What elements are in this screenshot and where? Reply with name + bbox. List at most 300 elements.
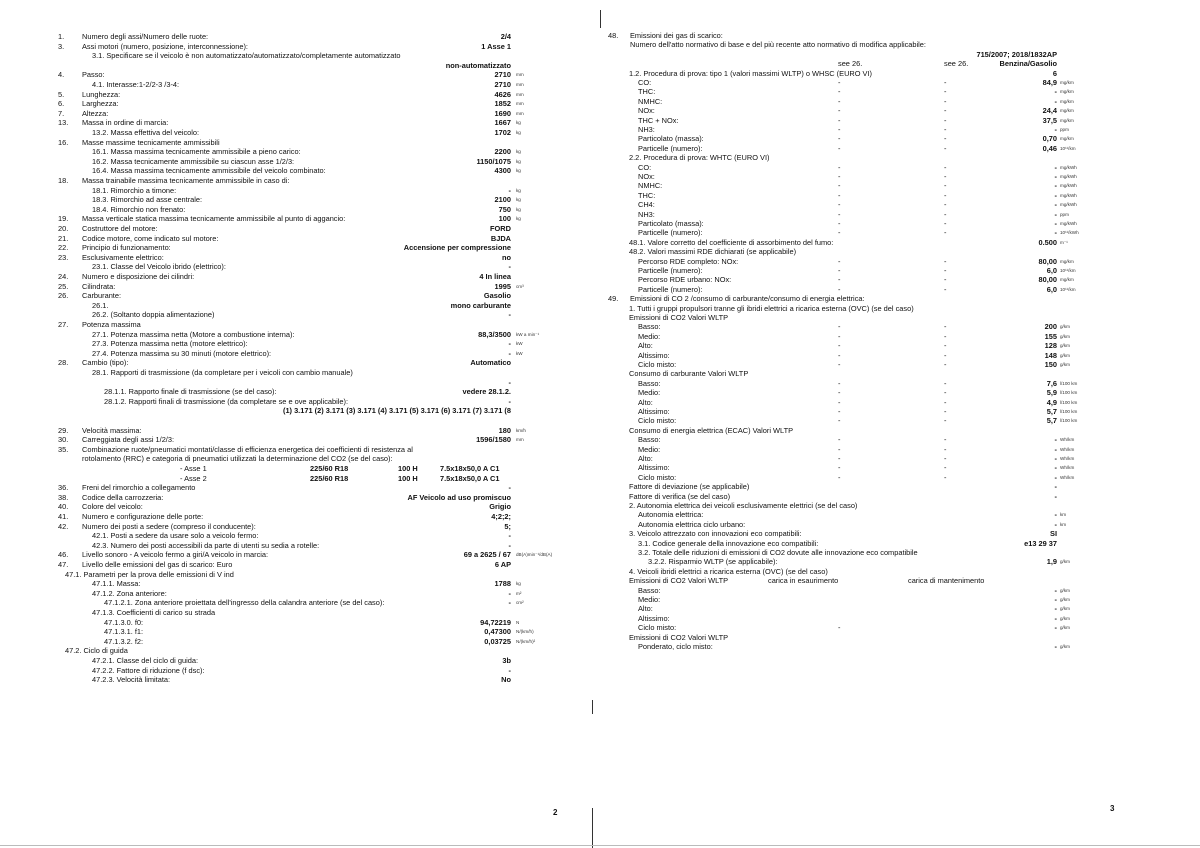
- page-right: [600, 0, 1200, 848]
- spec-label: Medio:: [638, 388, 661, 398]
- spec-value: (1) 3.171 (2) 3.171 (3) 3.171 (4) 3.171 (5) 3.171 (6) 3.171 (7) 3.171 (8: [282, 406, 511, 416]
- emission-unit: Wh/km: [1060, 446, 1075, 452]
- spec-label: CH4:: [638, 200, 655, 210]
- spec-row: [0, 512, 600, 522]
- spec-number: 49.: [608, 294, 619, 304]
- spec-label: Basso:: [638, 322, 661, 332]
- spec-unit: m²: [516, 590, 522, 596]
- spec-unit: kg: [516, 187, 521, 193]
- spec-label: Percorso RDE completo: NOx:: [638, 256, 739, 266]
- column-b-value: -: [944, 407, 947, 416]
- spec-row: [0, 502, 600, 512]
- spec-number: 6.: [58, 99, 65, 109]
- spec-row: [0, 166, 600, 176]
- spec-label: 47.2.3. Velocità limitata:: [92, 675, 171, 685]
- column-a-value: -: [838, 360, 841, 369]
- emission-value: -: [1054, 228, 1057, 238]
- emission-value: -: [1054, 181, 1057, 191]
- spec-number: 19.: [58, 214, 69, 224]
- spec-value: AF Veicolo ad uso promiscuo: [407, 492, 511, 502]
- column-a-value: -: [838, 472, 841, 482]
- column-a-value: -: [838, 350, 841, 360]
- spec-number: 4.: [58, 70, 65, 80]
- spec-row: [0, 493, 600, 503]
- spec-row: [0, 349, 600, 359]
- column-a-value: -: [838, 219, 841, 228]
- spec-row: [0, 51, 600, 61]
- spec-value: Accensione per compressione: [403, 243, 511, 253]
- spec-label: THC + NOx:: [638, 115, 679, 125]
- emission-value: 4,9: [1046, 397, 1057, 407]
- spec-row: [0, 627, 600, 637]
- spec-row: [0, 608, 600, 618]
- spec-unit: km/h: [516, 427, 526, 433]
- spec-unit: cm³: [516, 283, 524, 289]
- spec-value: 180: [498, 425, 511, 435]
- column-a-value: -: [838, 143, 841, 153]
- emission-unit: g/km: [1060, 606, 1070, 612]
- emission-value: -: [1054, 519, 1057, 529]
- spec-number: 22.: [58, 243, 69, 253]
- spec-row: [0, 454, 600, 464]
- column-b-value: carica di mantenimento: [908, 576, 985, 586]
- spec-unit: kW a min⁻¹: [516, 331, 540, 337]
- emission-value: 6,0: [1046, 266, 1057, 275]
- column-b-value: -: [944, 209, 947, 219]
- spec-label: Particelle (numero):: [638, 284, 703, 294]
- spec-unit: mm: [516, 72, 524, 78]
- spec-label: Numero dei posti a sedere (compreso il conducente):: [82, 521, 256, 531]
- spec-label: rotolamento (RRC) e categoria di pneumatici utilizzati la determinazione del CO2 (se del caso):: [82, 454, 393, 464]
- spec-value: 1788: [494, 579, 511, 589]
- emission-unit: Wh/km: [1060, 437, 1075, 443]
- spec-label: NOx:: [638, 172, 655, 181]
- spec-label: Medio:: [638, 331, 661, 341]
- emission-unit: mg/km: [1060, 136, 1074, 142]
- emission-value: -: [1054, 491, 1057, 501]
- spec-label: 47.1. Parametri per la prova delle emissioni di V ind: [65, 569, 234, 579]
- spec-label: Percorso RDE urbano: NOx:: [638, 275, 732, 285]
- spec-unit: N/(km/h): [516, 629, 534, 635]
- spec-row: [0, 637, 600, 647]
- spec-row: [0, 387, 600, 397]
- column-b-value: -: [944, 134, 947, 144]
- emission-value: Benzina/Gasolio: [999, 59, 1057, 69]
- spec-label: Carburante:: [82, 291, 122, 301]
- spec-value: no: [501, 252, 511, 262]
- spec-value: -: [508, 262, 511, 272]
- spec-label: Consumo di energia elettrica (ECAC) Valori WLTP: [629, 425, 794, 435]
- spec-row: [0, 445, 600, 455]
- spec-row: [0, 397, 600, 407]
- spec-label: Colore del veicolo:: [82, 502, 143, 512]
- spec-label: Passo:: [82, 70, 105, 80]
- emission-value: 6,0: [1046, 284, 1057, 294]
- spec-label: Ciclo misto:: [638, 416, 677, 426]
- spec-row: [0, 186, 600, 196]
- column-a-value: -: [838, 388, 841, 398]
- spec-value: 1690: [494, 108, 511, 118]
- column-b-value: -: [944, 463, 947, 473]
- spec-value: BJDA: [490, 233, 511, 243]
- spec-row: [0, 406, 600, 416]
- emission-value: 5,7: [1046, 416, 1057, 426]
- spec-label: 27.4. Potenza massima su 30 minuti (motore elettrico):: [92, 348, 272, 358]
- spec-label: 47.2.2. Fattore di riduzione (f dsc):: [92, 665, 205, 675]
- spec-label: 42.1. Posti a sedere da usare solo a veicolo fermo:: [92, 531, 259, 541]
- emission-value: 148: [1044, 350, 1057, 360]
- emission-unit: Wh/km: [1060, 465, 1075, 471]
- spec-value: non-automatizzato: [445, 60, 511, 70]
- spec-row: [0, 570, 600, 580]
- spec-label: Emissioni dei gas di scarico:: [630, 31, 723, 40]
- emission-value: -: [1054, 87, 1057, 97]
- column-a-value: -: [838, 190, 841, 200]
- spec-unit: kg: [516, 197, 521, 203]
- column-a-value: -: [838, 115, 841, 125]
- emission-unit: km: [1060, 512, 1067, 518]
- column-b-value: -: [944, 388, 947, 398]
- spec-value: Gasolio: [483, 291, 511, 301]
- spec-label: 18.4. Rimorchio non frenato:: [92, 204, 186, 214]
- scan-mark: [592, 808, 593, 848]
- spec-label: Autonomia elettrica ciclo urbano:: [638, 519, 746, 529]
- spec-label: Livello delle emissioni del gas di scarico: Euro: [82, 560, 233, 569]
- spec-unit: kW: [516, 350, 523, 356]
- spec-label: NMHC:: [638, 181, 663, 191]
- spec-value: -: [508, 540, 511, 550]
- emission-unit: l/100 km: [1060, 409, 1078, 414]
- column-a-value: -: [838, 284, 841, 294]
- spec-row: [0, 291, 600, 301]
- spec-value: 0,47300: [484, 627, 511, 637]
- spec-label: 18.1. Rimorchio a timone:: [92, 185, 177, 195]
- spec-number: 42.: [58, 521, 69, 531]
- column-b-value: -: [944, 360, 947, 369]
- emission-value: -: [1054, 510, 1057, 520]
- spec-number: 27.: [58, 320, 69, 329]
- emission-unit: g/km: [1060, 615, 1070, 621]
- emission-unit: mg/km: [1060, 80, 1074, 85]
- spec-label: Combinazione ruote/pneumatici montati/classe di efficienza energetica dei coefficienti di resistenza al: [82, 444, 413, 454]
- spec-row: [0, 426, 600, 436]
- column-a-value: -: [838, 162, 841, 172]
- spec-value: No: [501, 675, 511, 685]
- spec-row: [0, 195, 600, 205]
- spec-label: 28.1.1. Rapporto finale di trasmissione (se del caso):: [104, 387, 277, 397]
- emission-value: 1,9: [1046, 557, 1057, 567]
- spec-label: Emissioni di CO2 Valori WLTP: [629, 576, 729, 586]
- emission-value: 80,00: [1038, 256, 1057, 266]
- spec-label: Cilindrata:: [82, 281, 116, 291]
- spec-unit: cm²: [516, 600, 524, 606]
- spec-row: [0, 301, 600, 311]
- spec-value: -: [508, 483, 511, 493]
- spec-label: THC:: [638, 190, 656, 200]
- emission-unit: l/100 km: [1060, 380, 1078, 386]
- spec-label: Alto:: [638, 454, 653, 463]
- spec-label: Emissioni di CO2 Valori WLTP: [629, 313, 729, 322]
- emission-value: 0,70: [1042, 134, 1057, 144]
- spec-value: 4626: [494, 89, 511, 99]
- emission-unit: ppm: [1060, 127, 1069, 132]
- column-b-value: -: [944, 378, 947, 388]
- spec-unit: kW: [516, 341, 523, 347]
- spec-row: [0, 598, 600, 608]
- emission-value: -: [1054, 623, 1057, 633]
- spec-row: [0, 378, 600, 388]
- spec-label: Carreggiata degli assi 1/2/3:: [82, 435, 175, 445]
- column-b-value: -: [944, 115, 947, 125]
- spec-unit: mm: [516, 110, 524, 116]
- spec-number: 38.: [58, 492, 69, 502]
- spec-label: 3.2.2. Risparmio WLTP (se applicabile):: [648, 557, 778, 567]
- spec-number: 40.: [58, 502, 69, 512]
- spec-label: Massa trainabile massima tecnicamente ammissibile in caso di:: [82, 176, 290, 185]
- spec-number: 48.: [608, 31, 619, 40]
- emission-value: 128: [1044, 341, 1057, 351]
- tyre-size: 225/60 R18: [310, 473, 349, 483]
- spec-label: Lunghezza:: [82, 89, 121, 99]
- spec-row: [0, 109, 600, 119]
- tyre-load: 100 H: [398, 473, 418, 483]
- spec-row: [0, 474, 600, 484]
- scan-mark: [592, 700, 593, 714]
- spec-label: 47.2. Ciclo di guida: [65, 646, 128, 656]
- spec-label: Larghezza:: [82, 99, 119, 109]
- spec-value: 100: [498, 214, 511, 224]
- spec-value: 1995: [494, 281, 511, 291]
- spec-label: CO:: [638, 78, 652, 87]
- emission-value: 80,00: [1038, 275, 1057, 285]
- spec-label: 28.1.2. Rapporti finali di trasmissione (da completare se e ove applicabile):: [104, 396, 349, 406]
- column-a-value: -: [838, 444, 841, 454]
- emission-unit: 10¹¹/km: [1060, 268, 1076, 273]
- spec-label: Medio:: [638, 595, 661, 604]
- spec-label: 26.2. (Soltanto doppia alimentazione): [92, 310, 215, 320]
- spec-label: 16.1. Massa massima tecnicamente ammissibile a pieno carico:: [92, 147, 301, 157]
- spec-label: Fattore di verifica (se del caso): [629, 491, 731, 501]
- emission-value: -: [1054, 172, 1057, 181]
- spec-unit: kg: [516, 120, 521, 126]
- spec-label: Particelle (numero):: [638, 266, 703, 275]
- column-b-value: -: [944, 78, 947, 87]
- spec-label: Medio:: [638, 444, 661, 454]
- spec-number: 25.: [58, 281, 69, 291]
- emission-value: 84,9: [1042, 78, 1057, 87]
- spec-value: -: [508, 396, 511, 406]
- emission-unit: g/km: [1060, 324, 1070, 330]
- spec-unit: kg: [516, 149, 521, 155]
- spec-row: [0, 656, 600, 666]
- scan-mark: [0, 845, 1200, 846]
- spec-row: [0, 666, 600, 676]
- column-b-value: -: [944, 200, 947, 210]
- spec-value: 3b: [502, 656, 511, 665]
- emission-unit: l/100 km: [1060, 418, 1078, 424]
- emission-value: -: [1054, 162, 1057, 172]
- spec-label: Livello sonoro - A veicolo fermo a giri/A veicolo in marcia:: [82, 550, 269, 560]
- emission-unit: mg/km: [1060, 108, 1074, 114]
- spec-label: Fattore di deviazione (se applicabile): [629, 482, 750, 492]
- column-b-value: -: [944, 350, 947, 360]
- column-a-value: -: [838, 623, 841, 633]
- spec-row: [0, 32, 600, 42]
- spec-label: Altezza:: [82, 108, 109, 118]
- spec-row: [0, 61, 600, 71]
- spec-label: 4. Veicoli ibridi elettrici a ricarica esterna (OVC) (se del caso): [629, 566, 828, 576]
- spec-row: [0, 330, 600, 340]
- spec-label: 1. Tutti i gruppi propulsori tranne gli ibridi elettrici a ricarica esterna (OVC) (se del caso): [629, 303, 914, 313]
- spec-label: Particelle (numero):: [638, 228, 703, 238]
- emission-unit: m⁻¹: [1060, 239, 1068, 245]
- column-a-value: -: [838, 407, 841, 416]
- spec-value: 5;: [504, 521, 511, 531]
- spec-value: 1667: [494, 118, 511, 128]
- spec-label: Consumo di carburante Valori WLTP: [629, 369, 749, 379]
- column-a-value: -: [838, 454, 841, 463]
- emission-row: [600, 642, 1200, 652]
- spec-row: [0, 234, 600, 244]
- column-b-value: -: [944, 143, 947, 153]
- spec-value: Automatico: [470, 358, 511, 368]
- column-a-value: -: [838, 416, 841, 426]
- spec-row: [0, 42, 600, 52]
- spec-row: [0, 464, 600, 474]
- emission-unit: mg/km: [1060, 98, 1074, 104]
- emission-value: -: [1054, 219, 1057, 228]
- spec-label: Particolato (massa):: [638, 134, 704, 144]
- spec-row: [0, 253, 600, 263]
- spec-label: Alto:: [638, 604, 653, 614]
- spec-number: 1.: [58, 32, 65, 41]
- column-b-value: -: [944, 87, 947, 97]
- spec-label: 1.2. Procedura di prova: tipo 1 (valori massimi WLTP) o WHSC (EURO VI): [629, 68, 872, 78]
- column-b-value: -: [944, 256, 947, 266]
- page-number-right: 3: [1110, 804, 1115, 813]
- spec-value: 1 Asse 1: [481, 41, 511, 51]
- spec-row: [0, 675, 600, 685]
- spec-label: Alto:: [638, 397, 653, 407]
- spec-value: 0,03725: [484, 636, 511, 646]
- spec-number: 16.: [58, 137, 69, 147]
- spec-value: 750: [498, 204, 511, 214]
- emission-value: -: [1054, 595, 1057, 604]
- spec-label: 27.1. Potenza massima netta (Motore a combustione interna):: [92, 329, 295, 339]
- spec-row: [0, 368, 600, 378]
- column-b-value: -: [944, 416, 947, 426]
- spec-row: [0, 435, 600, 445]
- column-b-value: -: [944, 96, 947, 106]
- spec-row: [0, 128, 600, 138]
- spec-label: Basso:: [638, 378, 661, 388]
- emission-value: 37,5: [1042, 115, 1057, 125]
- spec-label: 3.1. Specificare se il veicolo è non automatizzato/automatizzato/completamente automatizzato: [92, 51, 401, 61]
- spec-label: Altissimo:: [638, 613, 670, 623]
- spec-label: 3.2. Totale delle riduzioni di emissioni di CO2 dovute alle innovazione eco compatibile: [638, 548, 918, 557]
- emission-unit: g/km: [1060, 352, 1070, 358]
- spec-row: [0, 310, 600, 320]
- emission-unit: g/km: [1060, 644, 1070, 649]
- spec-row: [0, 243, 600, 253]
- emission-value: -: [1054, 482, 1057, 492]
- column-a-value: -: [838, 209, 841, 219]
- spec-row: [0, 282, 600, 292]
- spec-number: 21.: [58, 233, 69, 243]
- spec-unit: kg: [516, 216, 521, 222]
- spec-unit: mm: [516, 91, 524, 97]
- spec-number: 13.: [58, 118, 69, 128]
- scan-mark: [600, 10, 601, 28]
- emission-unit: 10¹¹/kWh: [1060, 230, 1079, 236]
- spec-number: 24.: [58, 272, 69, 281]
- spec-row: [0, 579, 600, 589]
- emission-unit: mg/km: [1060, 89, 1074, 95]
- column-a-value: see 26.: [838, 59, 863, 69]
- emission-unit: mg/kWh: [1060, 174, 1077, 179]
- spec-value: 1852: [494, 99, 511, 109]
- spec-unit: mm: [516, 82, 524, 87]
- emission-value: 150: [1044, 360, 1057, 369]
- column-a-value: -: [838, 331, 841, 341]
- spec-label: 26.1.: [92, 300, 109, 310]
- spec-label: Velocità massima:: [82, 425, 142, 435]
- emission-unit: mg/kWh: [1060, 202, 1077, 208]
- spec-number: 5.: [58, 89, 65, 99]
- emission-value: -: [1054, 604, 1057, 614]
- spec-value: -: [508, 348, 511, 358]
- emission-value: 5,9: [1046, 388, 1057, 398]
- spec-row: [0, 262, 600, 272]
- emission-value: -: [1054, 585, 1057, 595]
- spec-number: 35.: [58, 444, 69, 454]
- emission-value: -: [1054, 463, 1057, 473]
- spec-row: [0, 320, 600, 330]
- spec-label: 27.3. Potenza massima netta (motore elettrico):: [92, 339, 248, 349]
- column-a-value: -: [838, 228, 841, 238]
- emission-unit: g/km: [1060, 587, 1070, 593]
- column-b-value: -: [944, 397, 947, 407]
- spec-row: [0, 339, 600, 349]
- spec-label: 23.1. Classe del Veicolo ibrido (elettrico):: [92, 262, 226, 272]
- spec-number: 41.: [58, 512, 69, 521]
- column-a-value: -: [838, 341, 841, 351]
- spec-label: Emissioni di CO2 Valori WLTP: [629, 632, 729, 642]
- spec-label: Cambio (tipo):: [82, 358, 129, 368]
- column-b-value: -: [944, 106, 947, 116]
- emission-unit: g/km: [1060, 343, 1070, 349]
- spec-label: Numero e disposizione dei cilindri:: [82, 272, 195, 281]
- spec-row: [0, 522, 600, 532]
- spec-label: 48.1. Valore corretto del coefficiente di assorbimento del fumo:: [629, 237, 834, 247]
- spec-label: Codice motore, come indicato sul motore:: [82, 233, 219, 243]
- spec-value: 1596/1580: [476, 435, 511, 445]
- emission-value: 6: [1052, 68, 1057, 78]
- column-a-value: -: [838, 397, 841, 407]
- spec-label: 18.3. Rimorchio ad asse centrale:: [92, 195, 203, 205]
- spec-number: 30.: [58, 435, 69, 445]
- column-a-value: -: [838, 181, 841, 191]
- tyre-rim: 7.5x18x50,0 A C1: [440, 464, 500, 473]
- spec-label: Esclusivamente elettrico:: [82, 252, 164, 262]
- spec-row: [0, 205, 600, 215]
- spec-value: 4 In linea: [479, 272, 511, 281]
- column-b-value: -: [944, 322, 947, 332]
- emission-value: 5,7: [1046, 407, 1057, 416]
- emission-unit: mg/km: [1060, 277, 1074, 283]
- spec-value: 2100: [494, 195, 511, 205]
- column-b-value: -: [944, 444, 947, 454]
